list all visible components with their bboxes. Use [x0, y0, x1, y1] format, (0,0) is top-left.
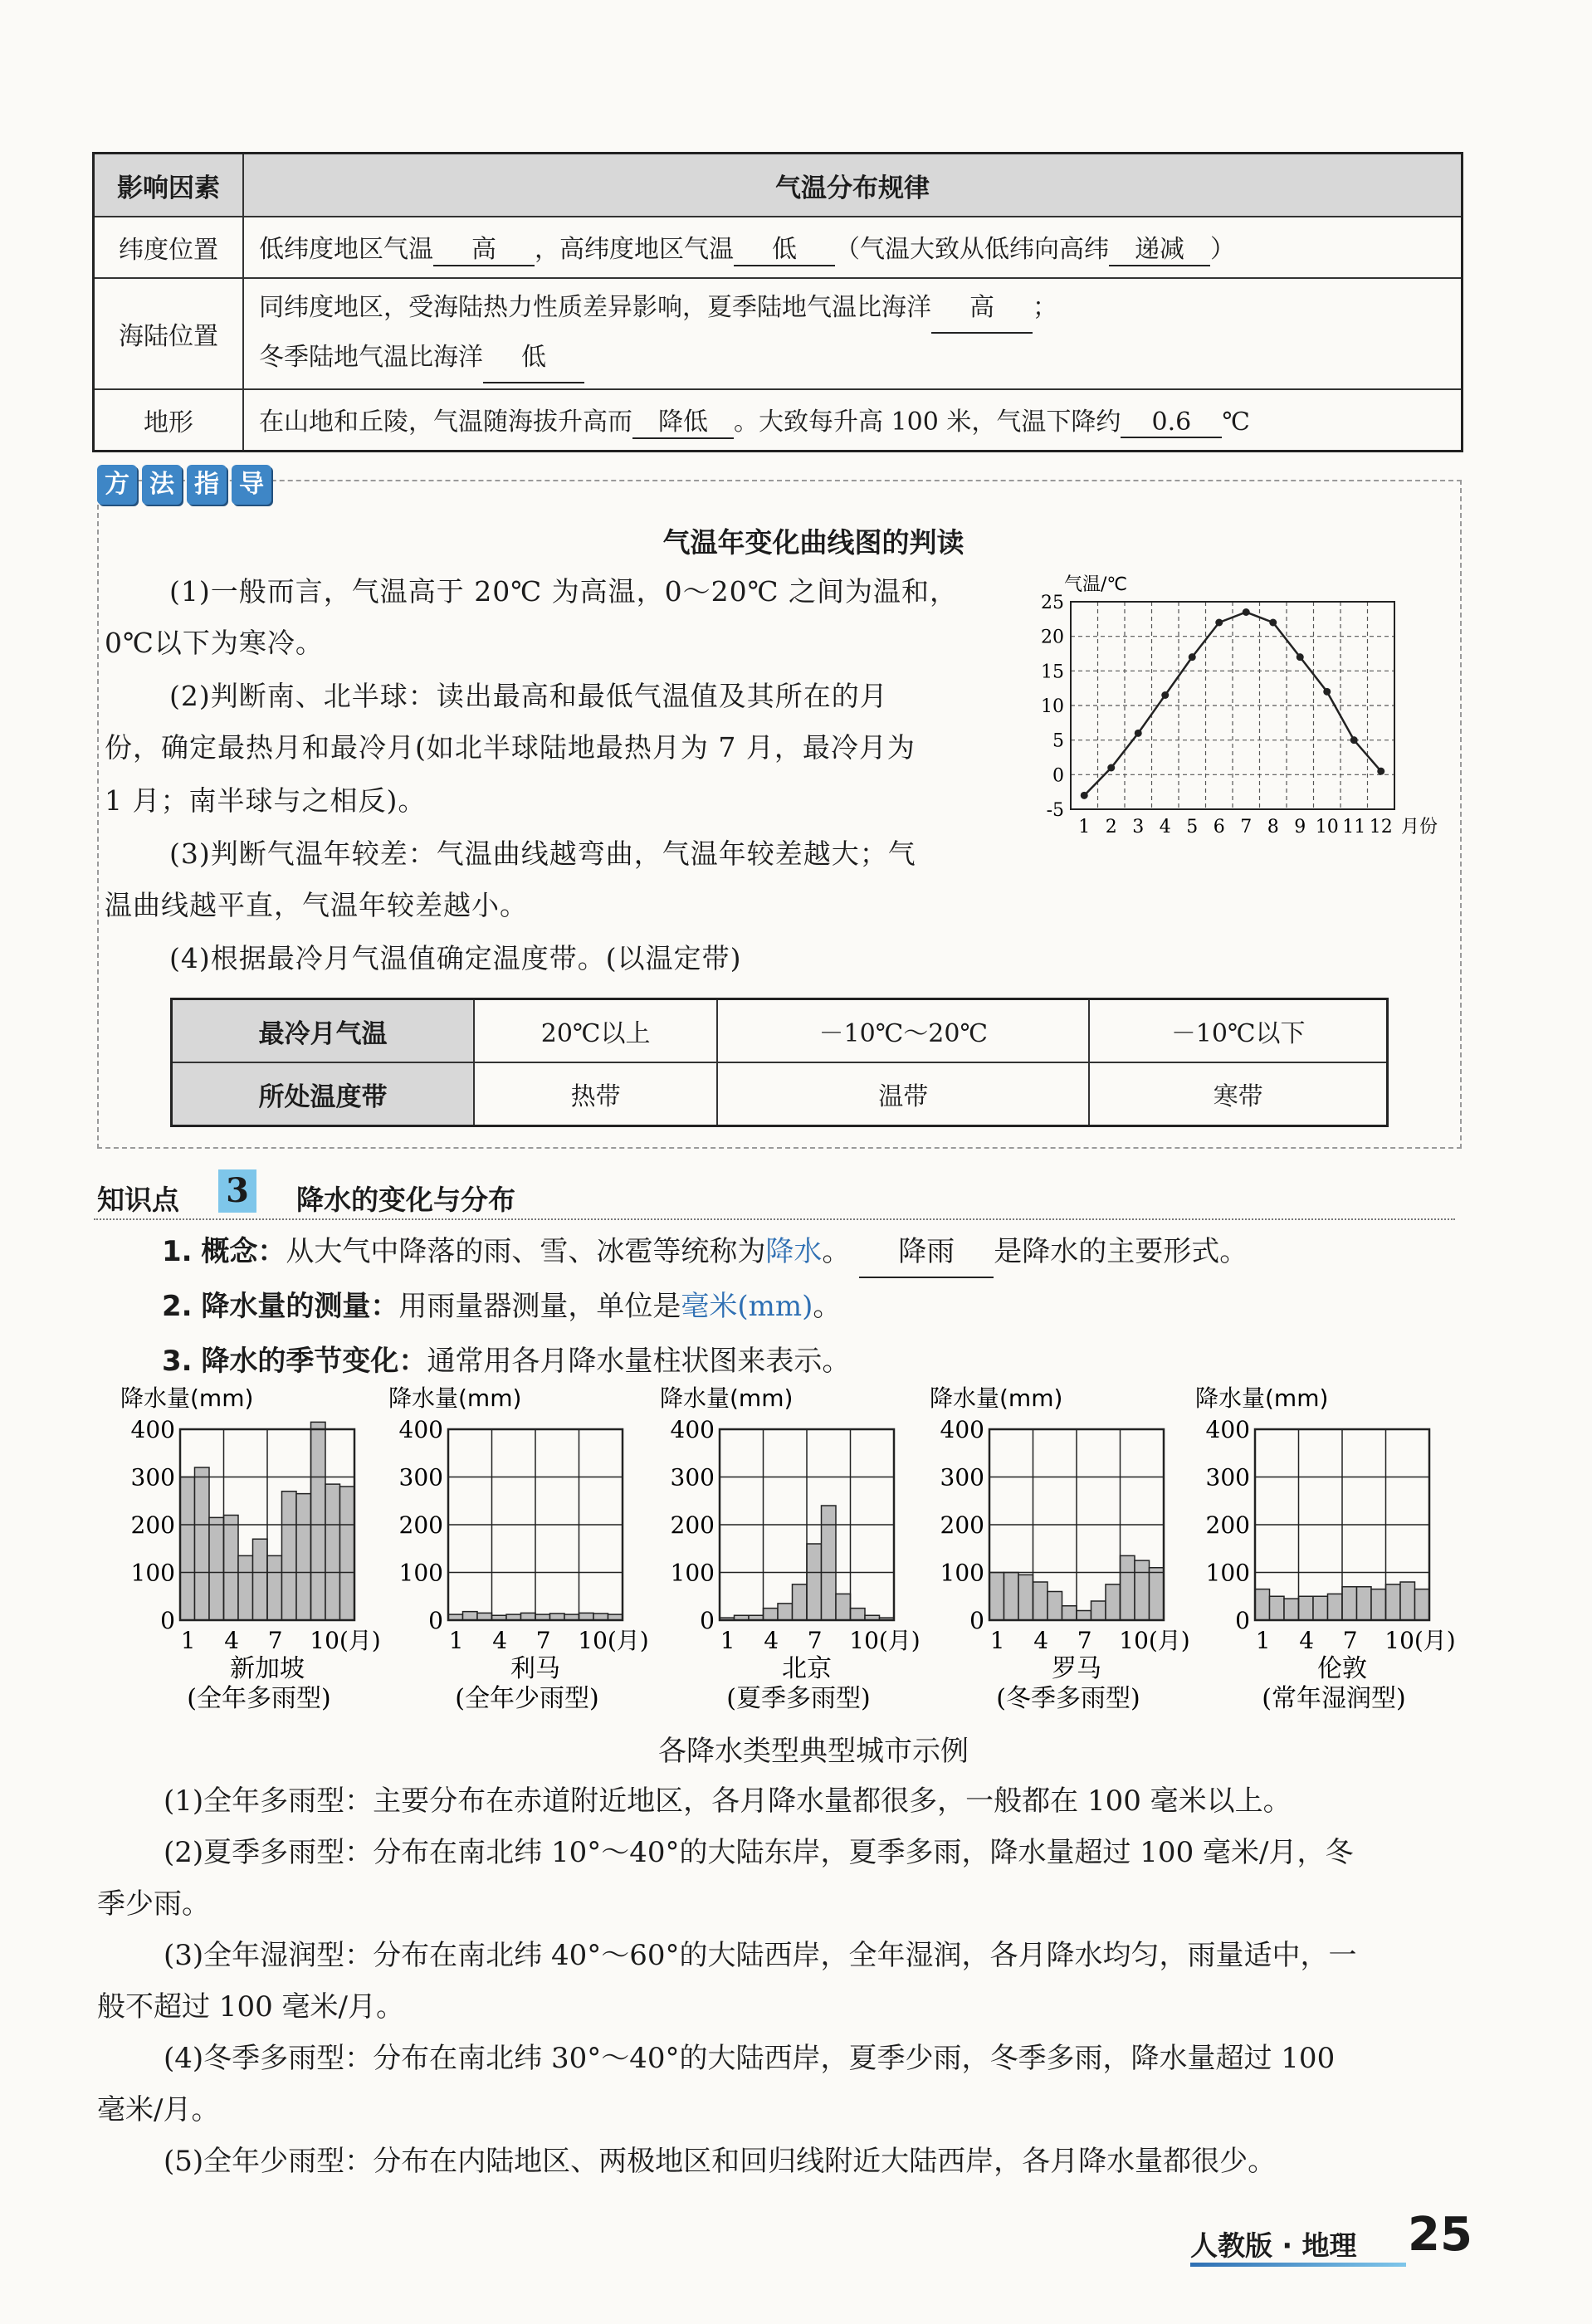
- method-guide-title: 气温年变化曲线图的判读: [662, 526, 964, 559]
- city-name: 利马: [510, 1654, 560, 1683]
- answer-blank: 低: [734, 228, 835, 266]
- y-tick-label: 0: [700, 1607, 715, 1634]
- precip-bar: [282, 1492, 297, 1620]
- x-tick-label: 10(月): [578, 1627, 649, 1654]
- precip-chart-beijing: [652, 1378, 925, 1726]
- method-para: (3)判断气温年较差：气温曲线越弯曲，气温年较差越大；气: [169, 837, 916, 870]
- city-name: 罗马: [1052, 1654, 1101, 1683]
- x-tick-label: 4: [1033, 1627, 1049, 1654]
- y-tick-label: 200: [130, 1511, 175, 1539]
- precip-bar: [296, 1494, 311, 1620]
- x-tick-label: 7: [535, 1627, 551, 1654]
- knowledge-point-label: 知识点: [97, 1184, 179, 1216]
- city-name: 伦敦: [1317, 1654, 1367, 1683]
- x-tick-label: 1: [1255, 1627, 1271, 1654]
- rule-text: 同纬度地区，受海陆热力性质差异影响，夏季陆地气温比海洋: [259, 293, 931, 322]
- x-tick-label: 4: [492, 1627, 508, 1654]
- precip-bar: [1270, 1596, 1285, 1620]
- precip-bar: [1400, 1582, 1415, 1620]
- temperature-point: [1269, 619, 1277, 627]
- method-para: 1 月；南半球与之相反)。: [105, 784, 427, 817]
- precip-bar: [1091, 1601, 1106, 1620]
- x-tick-label: 4: [1299, 1627, 1315, 1654]
- precip-bar: [1313, 1596, 1328, 1620]
- x-tick-label: 7: [807, 1627, 823, 1654]
- x-tick-label: 4: [1159, 817, 1171, 837]
- answer-blank: 降低: [632, 401, 734, 439]
- concept-text: 是降水的主要形式。: [994, 1235, 1248, 1268]
- precip-bar: [477, 1613, 492, 1620]
- y-tick-label: 300: [398, 1463, 443, 1492]
- concept-num: 1.: [162, 1235, 193, 1268]
- concept-num: 3.: [162, 1345, 193, 1378]
- y-tick-label: 25: [1041, 593, 1064, 613]
- precip-bar: [764, 1609, 779, 1620]
- temperature-point: [1350, 736, 1358, 744]
- rain-type-para: (3)全年湿润型：分布在南北纬 40°～60°的大陆西岸，全年湿润，各月降水均匀，雨量适中，一: [164, 1939, 1357, 1972]
- method-para: 温曲线越平直，气温年较差越小。: [105, 889, 528, 921]
- rain-type-para: 毫米/月。: [97, 2093, 220, 2126]
- precip-bar: [1328, 1594, 1343, 1620]
- x-tick-label: 9: [1294, 817, 1306, 837]
- answer-blank: 递减: [1109, 228, 1210, 266]
- concept-2: [162, 1282, 841, 1331]
- precip-bar: [989, 1573, 1004, 1621]
- y-tick-label: 300: [940, 1463, 984, 1492]
- temperature-point: [1161, 691, 1169, 699]
- y-tick-label: 200: [398, 1511, 443, 1539]
- x-tick-label: 10(月): [1119, 1627, 1190, 1654]
- y-tick-label: 100: [670, 1559, 715, 1587]
- zone-cell: －10℃以下: [1089, 999, 1387, 1063]
- precip-bar: [521, 1613, 536, 1620]
- answer-blank: 低: [483, 334, 584, 383]
- knowledge-point-title: 降水的变化与分布: [296, 1184, 515, 1216]
- rule-text: 。大致每升高 100 米，气温下降约: [734, 408, 1121, 437]
- rain-type-para: 季少雨。: [97, 1887, 210, 1921]
- y-tick-label: 20: [1041, 627, 1064, 648]
- precip-bar: [1062, 1606, 1077, 1620]
- precip-bar: [1255, 1589, 1270, 1620]
- precip-bar: [1386, 1584, 1401, 1620]
- rule-latitude: [243, 217, 1463, 278]
- concept-text: 。: [813, 1290, 842, 1323]
- y-tick-label: 100: [1205, 1559, 1250, 1587]
- y-tick-label: 200: [940, 1511, 984, 1539]
- y-tick-label: 300: [670, 1463, 715, 1492]
- y-tick-label: 300: [130, 1463, 175, 1492]
- precip-chart-london: [1187, 1378, 1461, 1726]
- concept-head: 降水的季节变化：: [201, 1345, 427, 1378]
- divider: [94, 1218, 1455, 1220]
- zone-cell: 20℃以上: [474, 999, 717, 1063]
- precip-type: (全年少雨型): [455, 1684, 599, 1713]
- precip-bar: [851, 1609, 866, 1620]
- row-land-sea: [94, 278, 1463, 389]
- footer-brand: 人教版 · 地理: [1190, 2229, 1357, 2262]
- y-tick-label: 400: [130, 1416, 175, 1443]
- x-tick-label: 4: [224, 1627, 240, 1654]
- badge-char: 指: [187, 465, 227, 505]
- temperature-point: [1135, 730, 1142, 737]
- precip-bar: [180, 1477, 195, 1621]
- rule-text: ；: [1033, 293, 1057, 322]
- x-tick-label: 11: [1342, 817, 1366, 837]
- page-number: 25: [1408, 2208, 1472, 2262]
- precip-bar: [793, 1584, 808, 1620]
- precip-bar: [807, 1544, 822, 1620]
- precip-bar: [1371, 1589, 1386, 1620]
- x-tick-label: 7: [267, 1627, 283, 1654]
- precip-bar: [1342, 1587, 1357, 1620]
- method-para: (4)根据最冷月气温值确定温度带。(以温定带): [169, 942, 742, 974]
- y-tick-label: -5: [1046, 800, 1064, 821]
- y-tick-label: 400: [398, 1416, 443, 1443]
- temperature-point: [1377, 768, 1384, 775]
- x-tick-label: 10: [1315, 817, 1339, 837]
- precip-bar: [1033, 1582, 1048, 1620]
- precip-type: (全年多雨型): [187, 1684, 331, 1713]
- temperature-point: [1189, 653, 1196, 661]
- precip-bar: [253, 1539, 268, 1620]
- rain-type-para: (2)夏季多雨型：分布在南北纬 10°～40°的大陆东岸，夏季多雨，降水量超过 100 毫米/月，冬: [164, 1836, 1354, 1869]
- badge-char: 法: [142, 465, 182, 505]
- precip-bar: [1299, 1596, 1314, 1620]
- x-tick-label: 4: [764, 1627, 779, 1654]
- zone-cell: －10℃～20℃: [717, 999, 1089, 1063]
- precip-bar: [1121, 1555, 1135, 1620]
- y-tick-label: 300: [1205, 1463, 1250, 1492]
- precip-type: (冬季多雨型): [996, 1684, 1140, 1713]
- x-tick-label: 1: [989, 1627, 1005, 1654]
- concept-key: 毫米(mm): [681, 1290, 813, 1323]
- x-tick-label: 2: [1105, 817, 1117, 837]
- temperature-zone-table: [170, 998, 1389, 1127]
- y-tick-label: 200: [670, 1511, 715, 1539]
- precip-bar: [579, 1613, 594, 1620]
- precip-bar: [822, 1506, 837, 1620]
- x-tick-label: 1: [720, 1627, 735, 1654]
- y-tick-label: 400: [670, 1416, 715, 1443]
- rule-text: 低纬度地区气温: [259, 235, 433, 264]
- precip-bar: [340, 1487, 355, 1620]
- precip-bar: [224, 1516, 239, 1621]
- knowledge-point-number: 3: [218, 1169, 256, 1213]
- footer-underline: [1190, 2263, 1406, 2267]
- header-rule: 气温分布规律: [243, 154, 1463, 217]
- concept-text: 通常用各月降水量柱状图来表示。: [427, 1345, 851, 1378]
- y-axis-label: 降水量(mm): [930, 1384, 1063, 1412]
- precip-bar: [311, 1422, 326, 1620]
- x-tick-label: 6: [1213, 817, 1225, 837]
- rule-text: （气温大致从低纬向高纬: [835, 235, 1109, 264]
- method-para: 0℃以下为寒冷。: [105, 627, 324, 659]
- temperature-curve-chart: [1000, 564, 1465, 863]
- x-tick-label: 12: [1369, 817, 1393, 837]
- factor-table: [92, 152, 1463, 452]
- concept-text: 用雨量器测量，单位是: [398, 1290, 681, 1323]
- zone-cell: 寒带: [1089, 1062, 1387, 1126]
- factor-land-sea: 海陆位置: [94, 278, 244, 389]
- rain-type-para: (5)全年少雨型：分布在内陆地区、两极地区和回归线附近大陆西岸，各月降水量都很少。: [164, 2145, 1277, 2178]
- zone-row2-head: 所处温度带: [172, 1062, 475, 1126]
- zone-row1-head: 最冷月气温: [172, 999, 475, 1063]
- y-tick-label: 100: [940, 1559, 984, 1587]
- y-tick-label: 15: [1041, 662, 1064, 683]
- precip-bar: [325, 1484, 340, 1620]
- temperature-point: [1107, 764, 1115, 772]
- precip-chart-rome: [921, 1378, 1195, 1726]
- factor-terrain: 地形: [94, 389, 244, 452]
- precip-chart-lima: [380, 1378, 654, 1726]
- y-axis-label: 降水量(mm): [388, 1384, 522, 1412]
- x-tick-label: 1: [1078, 817, 1091, 837]
- x-tick-label: 7: [1342, 1627, 1358, 1654]
- concept-key: 降水: [765, 1235, 823, 1268]
- y-tick-label: 200: [1205, 1511, 1250, 1539]
- precip-bar: [836, 1594, 851, 1620]
- x-tick-label: 8: [1267, 817, 1279, 837]
- y-tick-label: 0: [1235, 1607, 1250, 1634]
- temperature-point: [1297, 653, 1304, 661]
- temperature-point: [1323, 688, 1331, 696]
- rule-text: ）: [1210, 235, 1235, 264]
- y-axis-label: 降水量(mm): [120, 1384, 254, 1412]
- precip-bar: [1415, 1589, 1430, 1620]
- precip-bar: [1047, 1592, 1062, 1621]
- y-axis-label: 降水量(mm): [1195, 1384, 1329, 1412]
- answer-blank: 0.6: [1121, 408, 1222, 438]
- rule-text: 在山地和丘陵，气温随海拔升高而: [259, 408, 632, 437]
- precip-type: (夏季多雨型): [726, 1684, 871, 1713]
- precip-bar: [195, 1467, 210, 1620]
- y-tick-label: 100: [398, 1559, 443, 1587]
- precip-bar: [463, 1612, 478, 1620]
- precip-bar: [1284, 1599, 1299, 1620]
- precip-bar: [267, 1555, 282, 1620]
- y-tick-label: 0: [1052, 765, 1064, 787]
- precip-bar: [1018, 1575, 1033, 1620]
- method-guide-badge: [97, 465, 271, 505]
- temperature-point: [1215, 619, 1223, 627]
- y-tick-label: 0: [969, 1607, 984, 1634]
- precip-chart-singapore: [112, 1378, 386, 1726]
- precip-bar: [1150, 1568, 1165, 1620]
- x-tick-label: 10(月): [849, 1627, 921, 1654]
- city-name: 新加坡: [230, 1654, 305, 1683]
- city-name: 北京: [782, 1654, 832, 1683]
- x-tick-label: 10(月): [1384, 1627, 1456, 1654]
- rule-text: 冬季陆地气温比海洋: [259, 343, 483, 372]
- y-tick-label: 5: [1052, 730, 1064, 752]
- factor-latitude: 纬度位置: [94, 217, 244, 278]
- method-para: (1)一般而言，气温高于 20℃ 为高温，0～20℃ 之间为温和，: [169, 575, 959, 608]
- y-axis-label: 降水量(mm): [660, 1384, 794, 1412]
- y-tick-label: 400: [940, 1416, 984, 1443]
- precip-type: (常年湿润型): [1262, 1684, 1406, 1713]
- x-tick-label: 7: [1077, 1627, 1092, 1654]
- precip-caption: 各降水类型典型城市示例: [658, 1735, 969, 1768]
- answer-blank: 降雨: [859, 1227, 994, 1278]
- method-para: (2)判断南、北半球：读出最高和最低气温值及其所在的月: [169, 680, 888, 712]
- rule-text: ，高纬度地区气温: [535, 235, 734, 264]
- concept-text: 从大气中降落的雨、雪、冰雹等统称为: [286, 1235, 766, 1268]
- zone-cell: 温带: [717, 1062, 1089, 1126]
- precip-bar: [209, 1517, 224, 1620]
- badge-char: 导: [232, 465, 271, 505]
- precip-bar: [1004, 1573, 1019, 1621]
- concept-head: 降水量的测量：: [201, 1290, 399, 1323]
- x-tick-label: 10(月): [310, 1627, 381, 1654]
- x-axis-label: 月份: [1401, 817, 1438, 837]
- row-latitude: [94, 217, 1463, 278]
- badge-char: 方: [97, 465, 137, 505]
- method-para: 份，确定最热月和最冷月(如北半球陆地最热月为 7 月，最冷月为: [105, 731, 916, 764]
- y-tick-label: 0: [428, 1607, 443, 1634]
- rain-type-para: (1)全年多雨型：主要分布在赤道附近地区，各月降水量都很多，一般都在 100 毫米以上。: [164, 1784, 1292, 1818]
- x-tick-label: 7: [1240, 817, 1253, 837]
- zone-cell: 热带: [474, 1062, 717, 1126]
- temperature-point: [1081, 792, 1088, 799]
- precip-bar: [1357, 1587, 1372, 1620]
- answer-blank: 高: [931, 284, 1033, 334]
- rule-text: ℃: [1222, 408, 1250, 437]
- precip-bar: [1077, 1611, 1091, 1621]
- temperature-point: [1243, 608, 1250, 616]
- x-tick-label: 1: [448, 1627, 464, 1654]
- precip-bar: [1106, 1584, 1121, 1620]
- x-tick-label: 1: [180, 1627, 196, 1654]
- y-tick-label: 100: [130, 1559, 175, 1587]
- precip-bar: [778, 1604, 793, 1620]
- y-axis-label: 气温/℃: [1064, 574, 1128, 595]
- x-tick-label: 3: [1132, 817, 1145, 837]
- y-tick-label: 0: [160, 1607, 175, 1634]
- x-tick-label: 5: [1186, 817, 1199, 837]
- rain-type-para: 般不超过 100 毫米/月。: [97, 1990, 404, 2024]
- precip-bar: [1135, 1560, 1150, 1620]
- answer-blank: 高: [433, 228, 535, 266]
- y-tick-label: 10: [1041, 696, 1064, 717]
- precip-bar: [238, 1555, 253, 1620]
- rule-land-sea: [243, 278, 1463, 389]
- rule-terrain: [243, 389, 1463, 452]
- concept-text: 。: [822, 1235, 851, 1268]
- header-factor: 影响因素: [94, 154, 244, 217]
- concept-num: 2.: [162, 1290, 193, 1323]
- concept-1: [162, 1227, 1248, 1278]
- concept-head: 概念：: [201, 1235, 286, 1268]
- rain-type-para: (4)冬季多雨型：分布在南北纬 30°～40°的大陆西岸，夏季少雨，冬季多雨，降水量超过 100: [164, 2042, 1336, 2075]
- y-tick-label: 400: [1205, 1416, 1250, 1443]
- row-terrain: [94, 389, 1463, 452]
